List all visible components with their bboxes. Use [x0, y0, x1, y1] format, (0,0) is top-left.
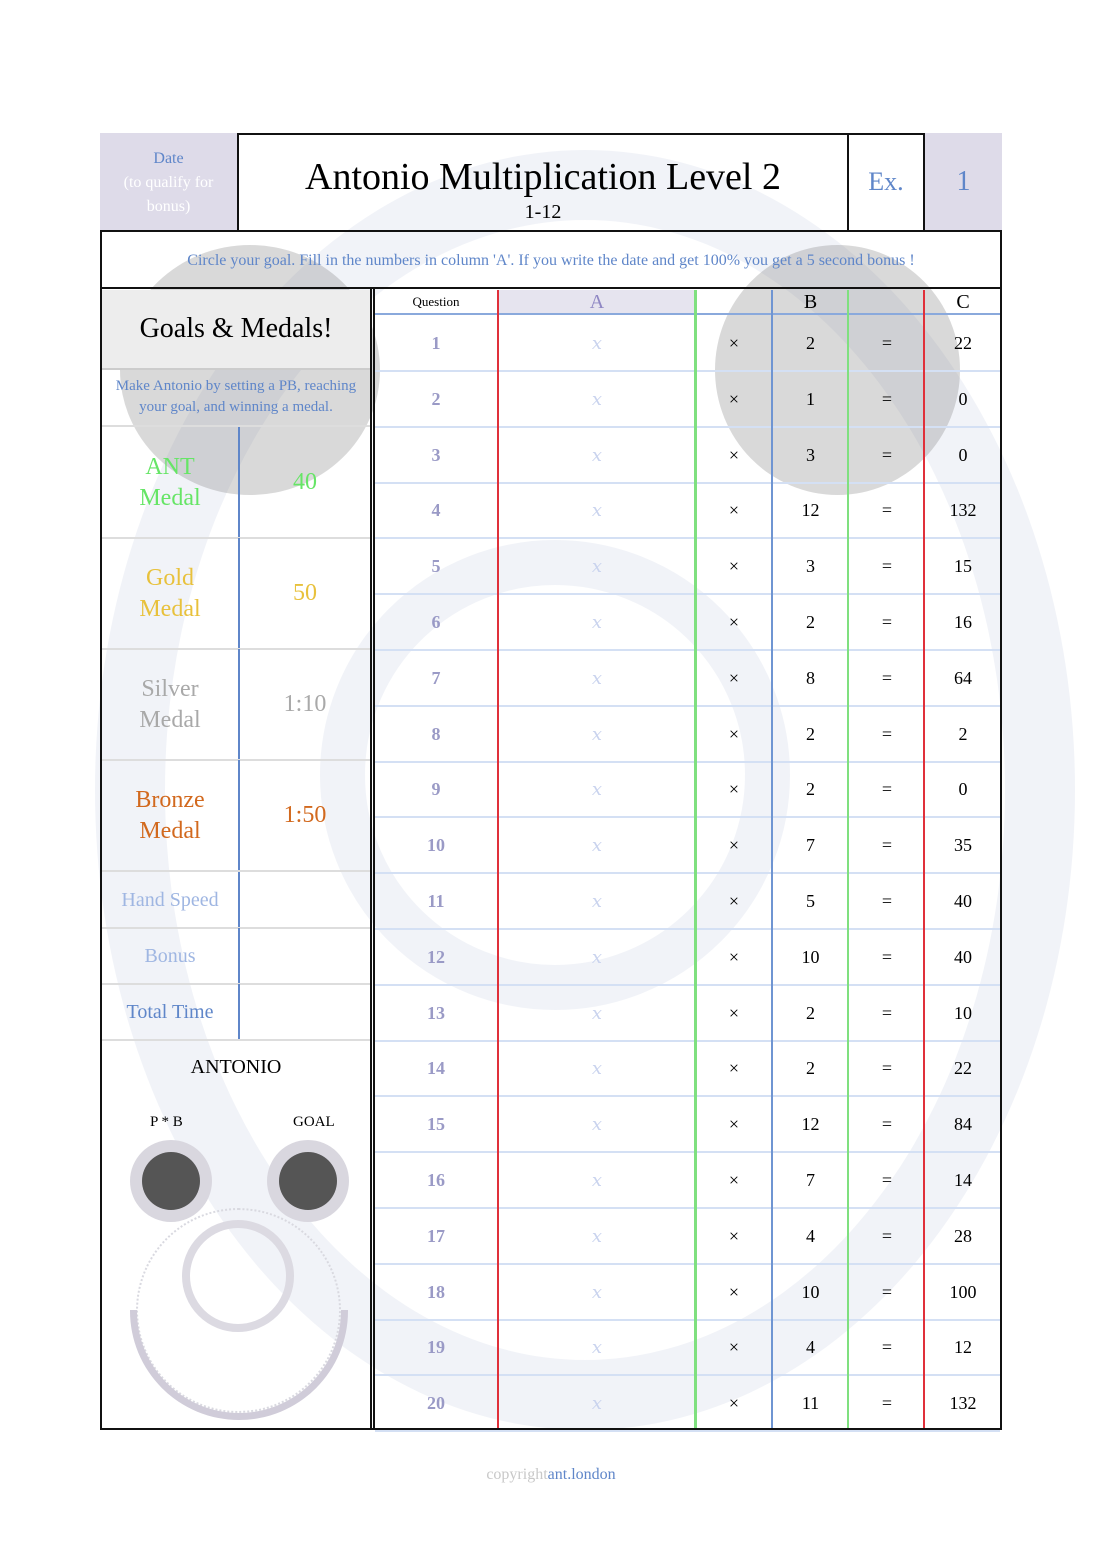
medal-name-line1: ANT — [145, 453, 195, 480]
factor-b: 5 — [806, 890, 815, 911]
equals-sign: = — [881, 1281, 893, 1302]
answer-input-a[interactable]: x — [591, 611, 603, 633]
factor-b: 1 — [806, 388, 815, 409]
exercise-label: Ex. — [849, 133, 925, 231]
product-c: 0 — [958, 778, 968, 799]
goals-description: Make Antonio by setting a PB, reaching your goal, and winning a medal. — [115, 378, 357, 415]
answer-input-a[interactable]: x — [591, 1281, 603, 1303]
medal-name-line2: Medal — [139, 817, 201, 844]
factor-b: 3 — [806, 444, 815, 465]
product-c: 2 — [958, 723, 968, 744]
medal-goal-value[interactable]: 1:10 — [238, 649, 370, 760]
stat-value-field[interactable] — [238, 984, 370, 1040]
date-label: Date — [153, 150, 184, 167]
question-number: 10 — [427, 834, 445, 855]
factor-b: 2 — [806, 723, 815, 744]
factor-b: 2 — [806, 778, 815, 799]
factor-b: 2 — [806, 611, 815, 632]
answer-input-a[interactable]: x — [591, 1057, 603, 1079]
product-c: 40 — [954, 890, 972, 911]
column-a-right-line — [694, 290, 697, 1428]
times-sign: × — [728, 1336, 740, 1357]
goal-eye-pupil — [279, 1152, 337, 1210]
stat-label: Hand Speed — [121, 888, 219, 911]
stat-label: Total Time — [126, 1000, 214, 1023]
question-number: 17 — [427, 1225, 445, 1246]
answer-input-a[interactable]: x — [591, 499, 603, 521]
equals-sign: = — [881, 1002, 893, 1023]
medal-goal-value[interactable]: 1:50 — [238, 760, 370, 871]
pb-eye-circle[interactable] — [130, 1140, 212, 1222]
divider — [100, 230, 1002, 232]
times-sign: × — [728, 890, 740, 911]
goals-title: Goals & Medals! — [102, 290, 370, 370]
times-sign: × — [728, 555, 740, 576]
medal-name — [102, 649, 238, 760]
times-sign: × — [728, 1281, 740, 1302]
answer-input-a[interactable]: x — [591, 1169, 603, 1191]
smile-arc — [130, 1310, 348, 1420]
answer-input-a[interactable]: x — [591, 1002, 603, 1024]
product-c: 40 — [954, 946, 972, 967]
factor-b: 10 — [801, 1281, 820, 1302]
column-b-left-line — [771, 290, 773, 1428]
product-c: 22 — [954, 332, 972, 353]
equals-sign: = — [881, 555, 893, 576]
medal-goal-value[interactable]: 50 — [238, 538, 370, 649]
title-block — [239, 133, 849, 231]
question-number: 15 — [427, 1113, 445, 1134]
factor-b: 8 — [806, 667, 815, 688]
question-number: 16 — [427, 1169, 445, 1190]
answer-input-a[interactable]: x — [591, 388, 603, 410]
column-b-header: B — [803, 291, 818, 313]
medal-name-line2: Medal — [139, 706, 201, 733]
date-note: (to qualify for bonus) — [123, 174, 214, 215]
equals-sign: = — [881, 611, 893, 632]
product-c: 12 — [954, 1336, 972, 1357]
page-title: Antonio Multiplication Level 2 — [305, 156, 781, 198]
question-number: 18 — [427, 1281, 445, 1302]
factor-b: 10 — [801, 946, 820, 967]
medal-goal-value[interactable]: 40 — [238, 427, 370, 538]
copyright — [0, 1466, 1102, 1484]
times-sign: × — [728, 1002, 740, 1023]
question-number: 12 — [427, 946, 445, 967]
question-number: 14 — [427, 1057, 445, 1078]
medal-name — [102, 538, 238, 649]
question-header: Question — [412, 294, 460, 309]
equals-sign: = — [881, 1225, 893, 1246]
answer-input-a[interactable]: x — [591, 1392, 603, 1414]
equals-sign: = — [881, 890, 893, 911]
question-number: 9 — [431, 778, 441, 799]
equals-sign: = — [881, 388, 893, 409]
answer-input-a[interactable]: x — [591, 723, 603, 745]
antonio-face — [102, 1040, 370, 1428]
column-a-left-line — [497, 290, 499, 1428]
times-sign: × — [728, 611, 740, 632]
answer-input-a[interactable]: x — [591, 834, 603, 856]
times-sign: × — [728, 332, 740, 353]
product-c: 132 — [949, 499, 977, 520]
factor-b: 2 — [806, 1057, 815, 1078]
product-c: 132 — [949, 1392, 977, 1413]
column-c-left-line — [923, 290, 925, 1428]
answer-input-a[interactable]: x — [591, 946, 603, 968]
antonio-name: ANTONIO — [190, 1056, 282, 1078]
question-number: 7 — [431, 667, 441, 688]
stat-label: Bonus — [144, 944, 196, 967]
question-number: 20 — [427, 1392, 445, 1413]
times-sign: × — [728, 946, 740, 967]
answer-input-a[interactable]: x — [591, 332, 603, 354]
product-c: 0 — [958, 388, 968, 409]
times-sign: × — [728, 1169, 740, 1190]
equals-sign: = — [881, 1336, 893, 1357]
answer-input-a[interactable]: x — [591, 1113, 603, 1135]
medal-name-line2: Medal — [139, 595, 201, 622]
stat-value-field[interactable] — [238, 872, 370, 928]
goal-label: GOAL — [293, 1114, 335, 1130]
question-number: 1 — [431, 332, 441, 353]
medal-name-line1: Silver — [141, 675, 199, 702]
factor-b: 2 — [806, 332, 815, 353]
copyright-prefix: copyright — [486, 1466, 548, 1483]
question-number: 13 — [427, 1002, 445, 1023]
instructions: Circle your goal. Fill in the numbers in column 'A'. If you write the date and get 100% you get a 5 second bonus ! — [187, 252, 915, 269]
row-divider — [375, 1430, 1000, 1432]
answer-input-a[interactable]: x — [591, 444, 603, 466]
times-sign: × — [728, 667, 740, 688]
factor-b: 11 — [801, 1392, 820, 1413]
question-number: 5 — [431, 555, 441, 576]
factor-b: 12 — [801, 499, 820, 520]
equals-sign: = — [881, 1169, 893, 1190]
product-c: 84 — [954, 1113, 972, 1134]
medal-name — [102, 427, 238, 538]
column-b-right-line — [847, 290, 849, 1428]
times-sign: × — [728, 1057, 740, 1078]
product-c: 0 — [958, 444, 968, 465]
equals-sign: = — [881, 332, 893, 353]
question-number: 8 — [431, 723, 441, 744]
answer-input-a[interactable]: x — [591, 667, 603, 689]
question-number: 11 — [427, 890, 445, 911]
medal-name-line1: Bronze — [135, 786, 205, 813]
question-number: 4 — [431, 499, 441, 520]
exercise-number: 1 — [925, 133, 1002, 231]
product-c: 64 — [954, 667, 972, 688]
divider — [100, 287, 1002, 289]
pb-label: P * B — [150, 1114, 183, 1130]
factor-b: 12 — [801, 1113, 820, 1134]
equals-sign: = — [881, 778, 893, 799]
times-sign: × — [728, 1113, 740, 1134]
times-sign: × — [728, 499, 740, 520]
product-c: 15 — [954, 555, 972, 576]
goal-eye-circle[interactable] — [267, 1140, 349, 1222]
times-sign: × — [728, 1392, 740, 1413]
question-number: 6 — [431, 611, 441, 632]
factor-b: 4 — [806, 1225, 815, 1246]
product-c: 22 — [954, 1057, 972, 1078]
times-sign: × — [728, 444, 740, 465]
equals-sign: = — [881, 499, 893, 520]
answer-input-a[interactable]: x — [591, 778, 603, 800]
equals-sign: = — [881, 723, 893, 744]
column-a-header: A — [499, 290, 695, 314]
stat-value-field[interactable] — [238, 928, 370, 984]
medal-name-line2: Medal — [139, 484, 201, 511]
product-c: 16 — [954, 611, 972, 632]
product-c: 28 — [954, 1225, 972, 1246]
product-c: 14 — [954, 1169, 972, 1190]
times-sign: × — [728, 834, 740, 855]
equals-sign: = — [881, 834, 893, 855]
factor-b: 7 — [806, 1169, 815, 1190]
pb-eye-pupil — [142, 1152, 200, 1210]
equals-sign: = — [881, 1392, 893, 1413]
times-sign: × — [728, 778, 740, 799]
page-subtitle: 1-12 — [524, 201, 562, 223]
equals-sign: = — [881, 1113, 893, 1134]
column-c-header: C — [956, 291, 970, 313]
factor-b: 7 — [806, 834, 815, 855]
question-number: 3 — [431, 444, 441, 465]
answer-input-a[interactable]: x — [591, 890, 603, 912]
medal-name-line1: Gold — [146, 564, 194, 591]
question-number: 19 — [427, 1336, 445, 1357]
product-c: 10 — [954, 1002, 972, 1023]
product-c: 100 — [949, 1281, 977, 1302]
answer-input-a[interactable]: x — [591, 1336, 603, 1358]
equals-sign: = — [881, 667, 893, 688]
question-number: 2 — [431, 388, 441, 409]
copyright-link[interactable]: ant.london — [547, 1466, 616, 1483]
equals-sign: = — [881, 444, 893, 465]
date-field[interactable] — [100, 133, 239, 231]
product-c: 35 — [954, 834, 972, 855]
factor-b: 3 — [806, 555, 815, 576]
medal-name — [102, 760, 238, 871]
factor-b: 2 — [806, 1002, 815, 1023]
times-sign: × — [728, 388, 740, 409]
times-sign: × — [728, 723, 740, 744]
equals-sign: = — [881, 1057, 893, 1078]
times-sign: × — [728, 1225, 740, 1246]
factor-b: 4 — [806, 1336, 815, 1357]
answer-input-a[interactable]: x — [591, 555, 603, 577]
answer-input-a[interactable]: x — [591, 1225, 603, 1247]
equals-sign: = — [881, 946, 893, 967]
